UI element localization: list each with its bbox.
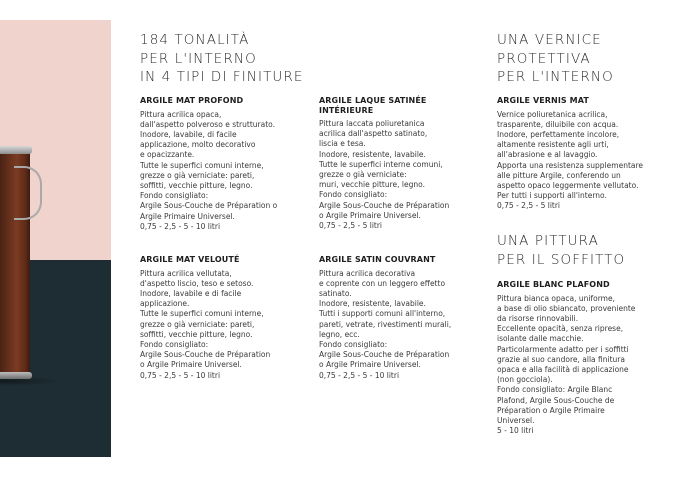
product-description: Pittura acrilica opaca, dall'aspetto polveroso e strutturato. Inodore, lavabile, di facile applicazione, molto decorativo e opacizzante. Tutte le superfici comuni interne, grezze o già verniciate: pareti, soffitti, vecchie pitture, legno. Fondo consigliato: Argile Sous-Couche de Préparation o Argile Primaire Universel. — [140, 109, 278, 221]
product-sizes: 0,75 - 2,5 - 5 litri — [319, 221, 383, 231]
heading-main: 184 TONALITÀ PER L'INTERNO IN 4 TIPI DI FINITURE — [140, 32, 304, 85]
product-laque-satinee — [319, 96, 484, 231]
product-sizes: 0,75 - 2,5 - 5 - 10 litri — [319, 370, 400, 380]
product-description: Vernice poliuretanica acrilica, trasparente, diluibile con acqua. Inodore, perfettamente incolore, altamente resistente agli urti, all'abrasione e al lavaggio. Apporta una resistenza supplementare alle pitture Argile, conferendo un aspetto opaco leggermente vellutato. Per tutti i supporti all'interno. — [497, 109, 644, 201]
product-title: ARGILE MAT PROFOND — [140, 96, 244, 105]
product-photo — [0, 20, 111, 457]
product-blanc-plafond — [497, 280, 667, 436]
product-sizes: 0,75 - 2,5 - 5 - 10 litri — [140, 221, 221, 231]
product-vernis-mat — [497, 96, 667, 212]
product-satin-couvrant — [319, 255, 484, 381]
paint-can-rim — [0, 146, 32, 154]
product-title: ARGILE SATIN COUVRANT — [319, 255, 436, 264]
product-mat-profond — [140, 96, 305, 232]
product-description: Pittura acrilica decorativa e coprente con un leggero effetto satinato. Inodore, resistente, lavabile. Tutti i supporti comuni all'interno, pareti, vetrate, rivestimenti murali, legno, ecc. Fondo consigliato: Argile Sous-Couche de Préparation o Argile Primaire Universel. — [319, 268, 452, 370]
paint-can-bottom — [0, 372, 32, 379]
heading-protective-varnish: UNA VERNICE PROTETTIVA PER L'INTERNO — [497, 32, 614, 85]
product-title: ARGILE VERNIS MAT — [497, 96, 589, 105]
product-title: ARGILE MAT VELOUTÉ — [140, 255, 240, 264]
product-description: Pittura bianca opaca, uniforme, a base di olio sbiancato, proveniente da risorse rinnovabili. Eccellente opacità, senza riprese, isolante dalle macchie. Particolarmente adatto per i soffitti grazie al suo candore, alla finitura opaca e alla facilità di applicazione (non gocciola). Fondo consigliato: Argile Blanc Plafond, Argile Sous-Couche de Préparation o Argile Primaire Universel. — [497, 293, 636, 425]
product-sizes: 5 - 10 litri — [497, 426, 534, 436]
product-sizes: 0,75 - 2,5 - 5 - 10 litri — [140, 370, 221, 380]
product-description: Pittura laccata poliuretanica acrilica dall'aspetto satinato, liscia e tesa. Inodore, resistente, lavabile. Tutte le superfici interne comuni, grezze o già verniciate: muri, vecchie pitture, legno. Fondo consigliato: Argile Sous-Couche de Préparation o Argile Primaire Universel. — [319, 119, 450, 220]
paint-can-handle — [14, 166, 42, 220]
product-mat-veloute — [140, 255, 305, 381]
product-sizes: 0,75 - 2,5 - 5 litri — [497, 201, 561, 211]
product-title: ARGILE LAQUE SATINÉE INTÉRIEURE — [319, 96, 427, 115]
heading-ceiling-paint: UNA PITTURA PER IL SOFFITTO — [497, 233, 626, 268]
product-description: Pittura acrilica vellutata, d'aspetto liscio, teso e setoso. Inodore, lavabile e di facile applicazione. Tutte le superfici comuni interne, grezze o già verniciate: pareti, soffitti, vecchie pitture, legno. Fondo consigliato: Argile Sous-Couche de Préparation o Argile Primaire Universel. — [140, 268, 271, 370]
product-title: ARGILE BLANC PLAFOND — [497, 280, 610, 289]
